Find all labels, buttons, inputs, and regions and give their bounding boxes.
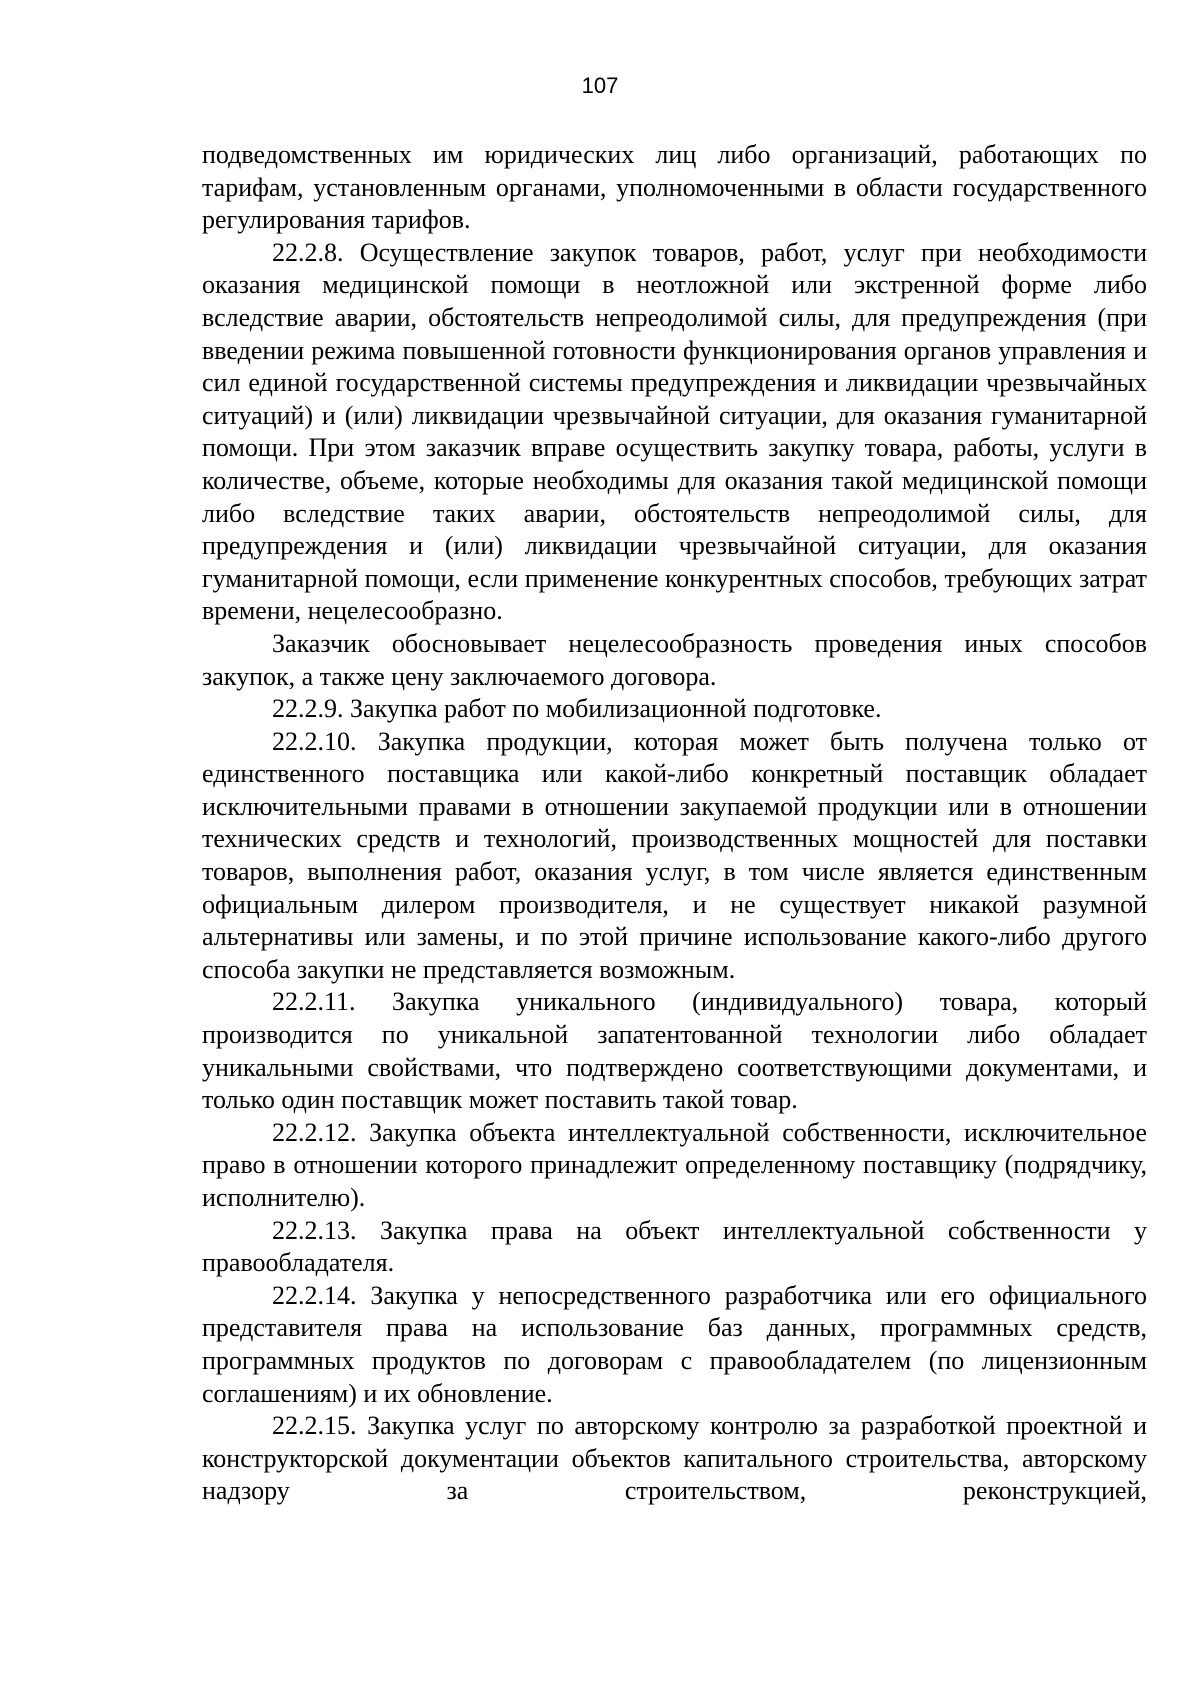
paragraph-22-2-13: 22.2.13. Закупка права на объект интеллектуальной собственности у правообладателя. [202,1215,1147,1278]
document-body [202,139,1147,1508]
paragraph-22-2-10: 22.2.10. Закупка продукции, которая может быть получена только от единственного поставщика или какой-либо конкретный поставщик обладает исключительными правами в отношении закупаемой продукции или в отношении технических средств и технологий, производственных мощностей для поставки товаров, выполнения работ, оказания услуг, в том числе является единственным официальным дилером производителя, и не существует никакой разумной альтернативы или замены, и по этой причине использование какого-либо другого способа закупки не представляется возможным. [202,726,1147,984]
paragraph-continuation: подведомственных им юридических лиц либо организаций, работающих по тарифам, установленным органами, уполномоченными в области государственного регулирования тарифов. [202,140,1147,235]
paragraph-22-2-15: 22.2.15. Закупка услуг по авторскому контролю за разработкой проектной и конструкторской документации объектов капитального строительства, авторскому надзору за строительством, реконструкцией, [202,1411,1147,1506]
page-number: 107 [581,73,619,98]
paragraph-22-2-14: 22.2.14. Закупка у непосредственного разработчика или его официального представителя права на использование баз данных, программных средств, программных продуктов по договорам с правообладателем (по лицензионным соглашениям) и их обновление. [202,1280,1147,1408]
paragraph-22-2-8: 22.2.8. Осуществление закупок товаров, работ, услуг при необходимости оказания медицинской помощи в неотложной или экстренной форме либо вследствие аварии, обстоятельств непреодолимой силы, для предупреждения (при введении режима повышенной готовности функционирования органов управления и сил единой государственной системы предупреждения и ликвидации чрезвычайных ситуаций) и (или) ликвидации чрезвычайной ситуации, для оказания гуманитарной помощи. При этом заказчик вправе осуществить закупку товара, работы, услуги в количестве, объеме, которые необходимы для оказания такой медицинской помощи либо вследствие таких аварии, обстоятельств непреодолимой силы, для предупреждения и (или) ликвидации чрезвычайной ситуации, для оказания гуманитарной помощи, если применение конкурентных способов, требующих затрат времени, нецелесообразно. [202,237,1147,626]
paragraph-22-2-9: 22.2.9. Закупка работ по мобилизационной подготовке. [272,694,882,724]
paragraph-22-2-11: 22.2.11. Закупка уникального (индивидуального) товара, который производится по уникальной запатентованной технологии либо обладает уникальными свойствами, что подтверждено соответствующими документами, и только один поставщик может поставить такой товар. [202,987,1147,1115]
paragraph-justification-note: Заказчик обосновывает нецелесообразность проведения иных способов закупок, а также цену заключаемого договора. [202,628,1147,691]
paragraph-22-2-12: 22.2.12. Закупка объекта интеллектуальной собственности, исключительное право в отношении которого принадлежит определенному поставщику (подрядчику, исполнителю). [202,1117,1147,1212]
